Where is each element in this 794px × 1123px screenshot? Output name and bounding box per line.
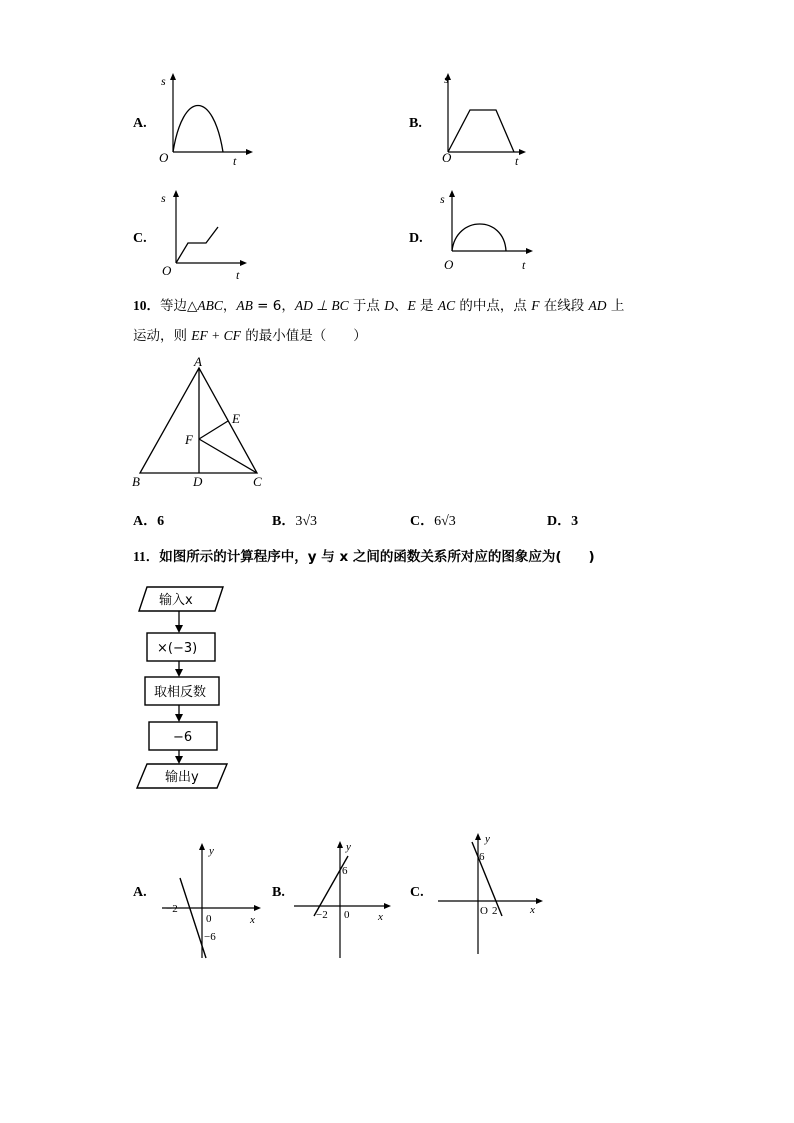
q9-option-a-label[interactable]: A.: [133, 116, 147, 131]
q11-text: 11．如图所示的计算程序中，y 与 x 之间的函数关系所对应的图象应为( ): [133, 549, 595, 565]
q11-graph-a: [160, 838, 270, 963]
axis-y: y: [346, 841, 351, 853]
origin: O: [442, 150, 452, 165]
flow-multiply: ×(−3): [157, 641, 198, 656]
origin: O: [162, 263, 172, 278]
mark-minus2: −2: [166, 903, 178, 915]
origin: O: [159, 150, 169, 165]
mark-minus2: −2: [316, 909, 328, 921]
axis-x: x: [530, 904, 535, 916]
q10-option-d[interactable]: D．3: [547, 514, 579, 529]
flow-output: 输出y: [165, 770, 199, 785]
q9-graph-b: [430, 70, 530, 170]
label-c: C: [253, 474, 262, 489]
axis-t: t: [515, 154, 519, 168]
q10-option-b[interactable]: B．3√3: [272, 514, 318, 529]
axis-y: y: [485, 833, 490, 845]
flow-negate: 取相反数: [154, 685, 207, 700]
q10-line2: 运动，则 EF + CF 的最小值是（ ）: [133, 328, 367, 344]
q10-triangle-figure: [128, 355, 278, 490]
q9-graph-d: [436, 185, 536, 285]
label-a: A: [194, 355, 202, 369]
q11-flowchart: [135, 585, 235, 795]
mark-6: 6: [479, 851, 485, 863]
q11-graph-c: [436, 828, 551, 958]
axis-s: s: [440, 192, 445, 206]
mark-2: 2: [492, 905, 498, 917]
axis-t: t: [236, 268, 240, 282]
q11-option-c-label[interactable]: C.: [410, 885, 424, 900]
q10-option-c[interactable]: C．6√3: [410, 514, 456, 529]
axis-s: s: [161, 191, 166, 205]
q11-graph-b: [292, 838, 402, 963]
q11-option-b-label[interactable]: B.: [272, 885, 285, 900]
axis-x: x: [378, 911, 383, 923]
origin: O: [480, 905, 488, 917]
label-e: E: [232, 411, 240, 426]
axis-s: s: [444, 72, 449, 86]
label-b: B: [132, 474, 140, 489]
label-d: D: [193, 474, 203, 489]
label-f: F: [185, 432, 193, 447]
q9-option-d-label[interactable]: D.: [409, 231, 423, 246]
axis-t: t: [522, 258, 526, 272]
q9-option-b-label[interactable]: B.: [409, 116, 422, 131]
q10-option-a[interactable]: A．6: [133, 514, 165, 529]
flow-input: 输入x: [159, 593, 193, 608]
mark-minus6: −6: [204, 931, 216, 943]
axis-x: x: [250, 914, 255, 926]
mark-6: 6: [342, 865, 348, 877]
q9-option-c-label[interactable]: C.: [133, 231, 147, 246]
q9-graph-c: [158, 185, 258, 285]
origin: O: [444, 257, 454, 272]
q9-graph-a: [155, 70, 255, 170]
axis-t: t: [233, 154, 237, 168]
axis-y: y: [209, 845, 214, 857]
origin: 0: [344, 909, 350, 921]
axis-s: s: [161, 74, 166, 88]
q10-line1: 10．等边△ABC，AB = 6，AD ⊥ BC 于点 D、E 是 AC 的中点，点 F 在线段 AD 上: [133, 298, 625, 314]
flow-minus6: −6: [173, 730, 193, 745]
q11-option-a-label[interactable]: A.: [133, 885, 147, 900]
origin: 0: [206, 913, 212, 925]
